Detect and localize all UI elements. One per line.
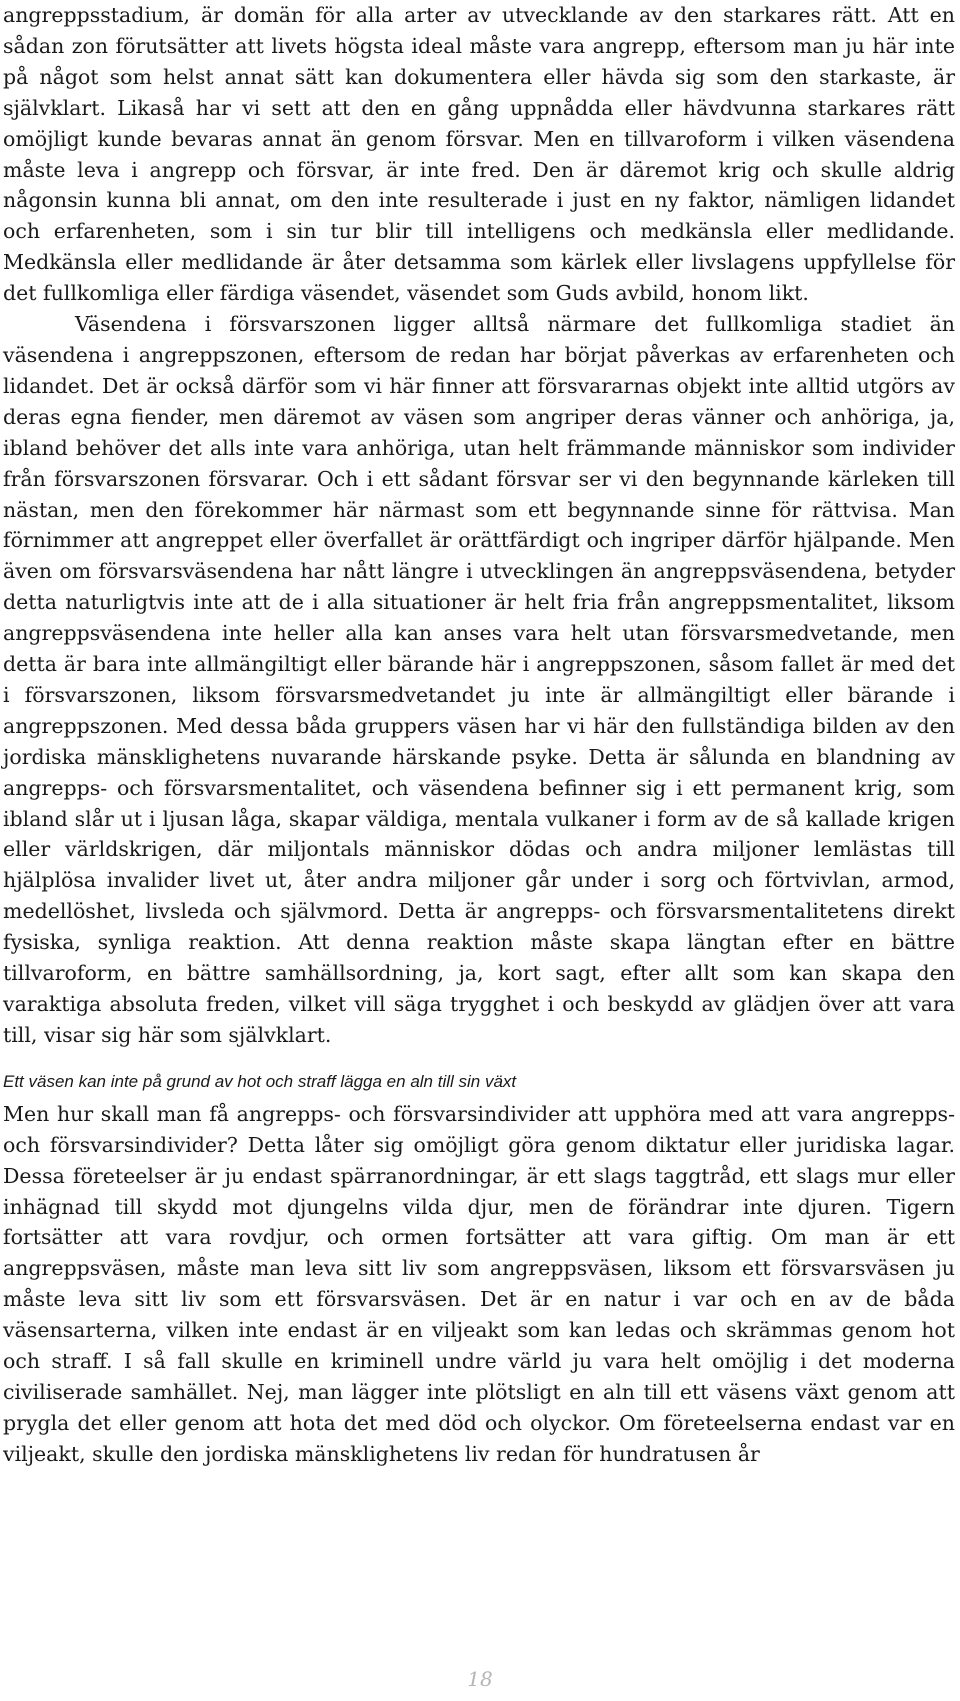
section-paragraph: Men hur skall man få angrepps- och försvarsindivider att upphöra med att vara angrepps- och försvarsindivider? Detta låter sig omöjligt göra genom diktatur eller juridiska lagar. Dessa företeelser är ju endast spärranordningar, är ett slags taggtråd, ett slags mur eller inhägnad till skydd mot djungelns vilda djur, men de förändrar inte djuren. Tigern fortsätter att vara rovdjur, och ormen fortsätter att vara giftig. Om man är ett angreppsväsen, måste man leva sitt liv som angreppsväsen, liksom ett försvarsväsen ju måste leva sitt liv som ett försvarsväsen. Det är en natur i var och en av de båda väsensarterna, vilken inte endast är en viljeakt som kan ledas och skrämmas genom hot och straff. I så fall skulle en kriminell undre värld ju vara helt omöjlig i det moderna civiliserade samhället. Nej, man lägger inte plötsligt en aln till ett väsens växt genom att prygla det eller genom att hota det med död och olyckor. Om företeelserna endast var en viljeakt, skulle den jordiska mänsklighetens liv redan för hundratusen år: [3, 1101, 955, 1466]
body-paragraph: Väsendena i försvarszonen ligger alltså närmare det fullkomliga stadiet än väsendena i angreppszonen, eftersom de redan har börjat påverkas av erfarenheten och lidandet. Det är också därför som vi här finner att försvararnas objekt inte alltid utgörs av deras egna fiender, men däremot av väsen som angriper deras vänner och anhöriga, ja, ibland behöver det alls inte vara anhöriga, utan helt främmande människor som individer från försvarszonen försvarar. Och i ett sådant försvar ser vi den begynnande kärleken till nästan, men den förekommer här närmast som ett begynnande sinne för rättvisa. Man förnimmer att angreppet eller överfallet är orättfärdigt och ingriper därför hjälpande. Men även om försvarsväsendena har nått längre i utvecklingen än angreppsväsendena, betyder detta naturligtvis inte att de i alla situationer är helt fria från angreppsmentalitet, liksom angreppsväsendena inte heller alla kan anses vara helt utan försvarsmedvetande, men detta är bara inte allmängiltigt eller bärande här i angreppszonen, såsom fallet är med det i försvarszonen, liksom försvarsmedvetandet ju inte är allmängiltigt eller bärande i angreppszonen. Med dessa båda gruppers väsen har vi här den fullständiga bilden av den jordiska mänsklighetens nuvarande härskande psyke. Detta är sålunda en blandning av angrepps- och försvarsmentalitet, och väsendena befinner sig i ett permanent krig, som ibland slår ut i ljusan låga, skapar väldiga, mentala vulkaner i form av de så kallade krigen eller världskrigen, där miljontals människor dödas och andra miljoner lemlästas till hjälplösa invalider livet ut, åter andra miljoner går under i sorg och förtvivlan, armod, medellöshet, livsleda och självmord. Detta är angrepps- och försvarsmentalitetens direkt fysiska, synliga reaktion. Att denna reaktion måste skapa längtan efter en bättre tillvaroform, en bättre samhällsordning, ja, kort sagt, efter allt som kan skapa den varaktiga absoluta freden, vilket vill säga trygghet i och beskydd av glädjen över att vara till, visar sig här som självklart.: [3, 312, 955, 1047]
section-heading: Ett väsen kan inte på grund av hot och straff lägga en aln till sin växt: [3, 1071, 517, 1091]
document-page: [3, 0, 955, 1470]
page-number: 18: [467, 1667, 493, 1691]
body-paragraph: angreppsstadium, är domän för alla arter av utvecklande av den starkares rätt. Att en sådan zon förutsätter att livets högsta ideal måste vara angrepp, eftersom man ju här inte på något som helst annat sätt kan dokumentera eller hävda sig som den starkaste, är självklart. Likaså har vi sett att den en gång uppnådda eller hävdvunna starkares rätt omöjligt kunde bevaras annat än genom försvar. Men en tillvaroform i vilken väsendena måste leva i angrepp och försvar, är inte fred. Den är däremot krig och skulle aldrig någonsin kunna bli annat, om den inte resulterade i just en ny faktor, nämligen lidandet och erfarenheten, som i sin tur blir till intelligens och medkänsla eller medlidande. Medkänsla eller medlidande är åter detsamma som kärlek eller livslagens uppfyllelse för det fullkomliga eller färdiga väsendet, väsendet som Guds avbild, honom likt.: [3, 3, 955, 306]
